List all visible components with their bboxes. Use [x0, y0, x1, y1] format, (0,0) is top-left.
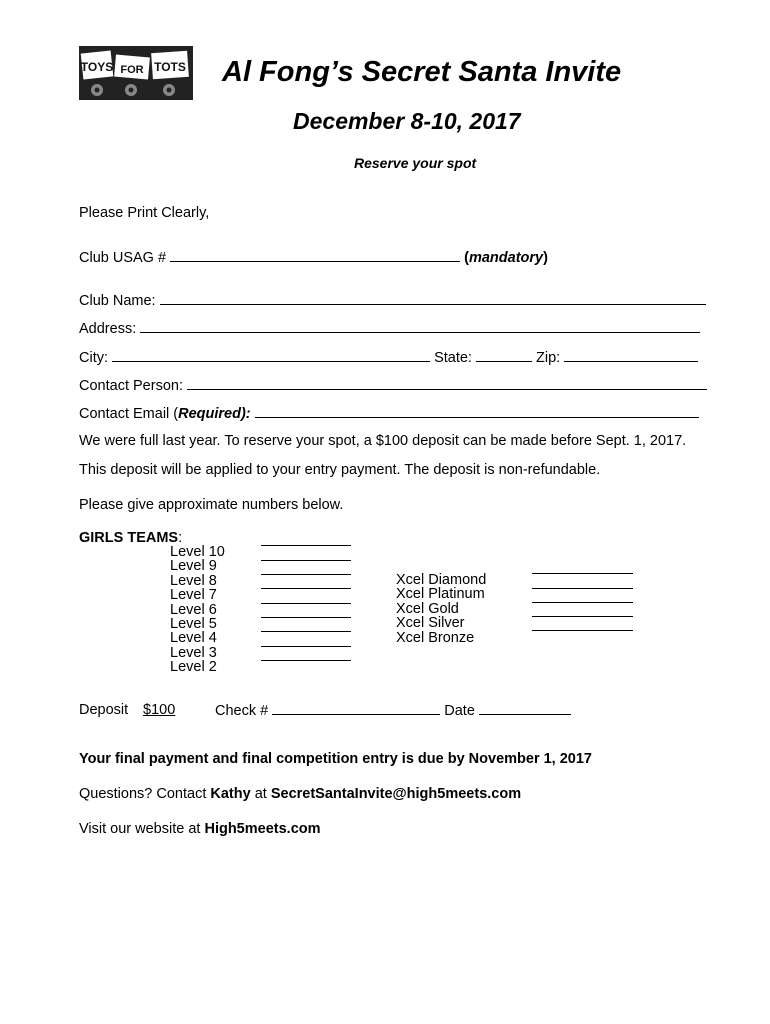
deposit-label: Deposit — [79, 702, 129, 718]
usag-input[interactable] — [170, 249, 460, 262]
level-item: Level 2 — [170, 659, 217, 676]
level-item: Level 10 — [170, 544, 225, 560]
page-title: Al Fong’s Secret Santa Invite — [222, 56, 622, 88]
address-row — [79, 320, 700, 337]
club-name-label: Club Name: — [79, 293, 160, 309]
city-input[interactable] — [112, 349, 430, 362]
xcel-item: Xcel Gold — [396, 600, 459, 617]
address-input[interactable] — [140, 320, 700, 333]
xcel-item: Xcel Platinum — [396, 586, 485, 603]
svg-text:FOR: FOR — [120, 64, 144, 76]
level-list — [170, 545, 225, 675]
deposit-note: We were full last year. To reserve your spot, a $100 deposit can be made before Sept. 1, 2017. — [79, 433, 687, 449]
xcel-gold-count[interactable] — [532, 602, 633, 603]
event-date: December 8-10, 2017 — [293, 108, 521, 134]
website-link[interactable]: High5meets.com — [204, 821, 321, 837]
xcel-platinum-count[interactable] — [532, 588, 633, 589]
date-label: Date — [440, 703, 479, 719]
level-item: Level 6 — [170, 601, 217, 618]
state-label: State: — [434, 350, 476, 366]
zip-input[interactable] — [564, 349, 698, 362]
level-item: Level 3 — [170, 644, 217, 661]
level-4-count[interactable] — [261, 631, 351, 632]
level-item: Level 9 — [170, 558, 217, 575]
level-6-count[interactable] — [261, 603, 351, 604]
level-9-count[interactable] — [261, 560, 351, 561]
club-name-row — [79, 292, 706, 309]
deposit-applied-note: This deposit will be applied to your entry payment. The deposit is non-refundable. — [79, 462, 601, 478]
address-label: Address: — [79, 321, 141, 337]
usag-row: Club USAG # (mandatory) — [79, 250, 548, 266]
check-label: Check # — [215, 703, 273, 719]
deposit-amount: $100 — [143, 702, 176, 718]
level-item: Level 7 — [170, 587, 217, 604]
approx-note: Please give approximate numbers below. — [79, 497, 344, 513]
level-item: Level 8 — [170, 572, 217, 589]
check-input[interactable] — [272, 702, 440, 715]
contact-email-label: Contact Email ( — [79, 406, 179, 422]
svg-text:TOYS: TOYS — [80, 60, 114, 74]
city-row — [79, 349, 698, 366]
xcel-item: Xcel Bronze — [396, 629, 475, 646]
contact-person-label: Contact Person: — [79, 378, 187, 394]
print-note: Please Print Clearly, — [79, 205, 210, 221]
contact-person-input[interactable] — [187, 377, 707, 390]
level-5-count[interactable] — [261, 617, 351, 618]
xcel-silver-count[interactable] — [532, 616, 633, 617]
level-10-count[interactable] — [261, 545, 351, 546]
level-7-count[interactable] — [261, 588, 351, 589]
level-3-count[interactable] — [261, 646, 351, 647]
date-input[interactable] — [479, 702, 571, 715]
toys-for-tots-logo — [79, 46, 193, 100]
level-item: Level 5 — [170, 616, 217, 633]
contact-name: Kathy — [210, 786, 251, 802]
required-label: Required): — [178, 406, 251, 422]
club-name-input[interactable] — [160, 292, 706, 305]
mandatory-label: mandatory — [468, 250, 544, 266]
zip-label: Zip: — [536, 350, 565, 366]
girls-teams-heading: GIRLS TEAMS: — [79, 530, 183, 546]
final-payment-note: Your final payment and final competition entry is due by November 1, 2017 — [79, 751, 592, 767]
xcel-item: Xcel Silver — [396, 615, 465, 632]
city-label: City: — [79, 350, 113, 366]
contact-email-input[interactable] — [255, 405, 699, 418]
contact-email-row — [79, 405, 699, 422]
state-input[interactable] — [476, 349, 532, 362]
check-row — [215, 702, 571, 719]
usag-label: Club USAG # — [79, 250, 171, 266]
xcel-diamond-count[interactable] — [532, 573, 633, 574]
questions-line: Questions? Contact Kathy at SecretSantaInvite@high5meets.com — [79, 786, 522, 802]
website-line: Visit our website at High5meets.com — [79, 821, 321, 837]
subtitle: Reserve your spot — [354, 155, 477, 171]
level-8-count[interactable] — [261, 574, 351, 575]
xcel-item: Xcel Diamond — [396, 572, 487, 588]
xcel-list — [396, 573, 486, 645]
svg-text:TOTS: TOTS — [154, 60, 186, 74]
xcel-bronze-count[interactable] — [532, 630, 633, 631]
level-item: Level 4 — [170, 630, 217, 647]
contact-email-link[interactable]: SecretSantaInvite@high5meets.com — [270, 786, 522, 802]
contact-person-row — [79, 377, 707, 394]
level-2-count[interactable] — [261, 660, 351, 661]
